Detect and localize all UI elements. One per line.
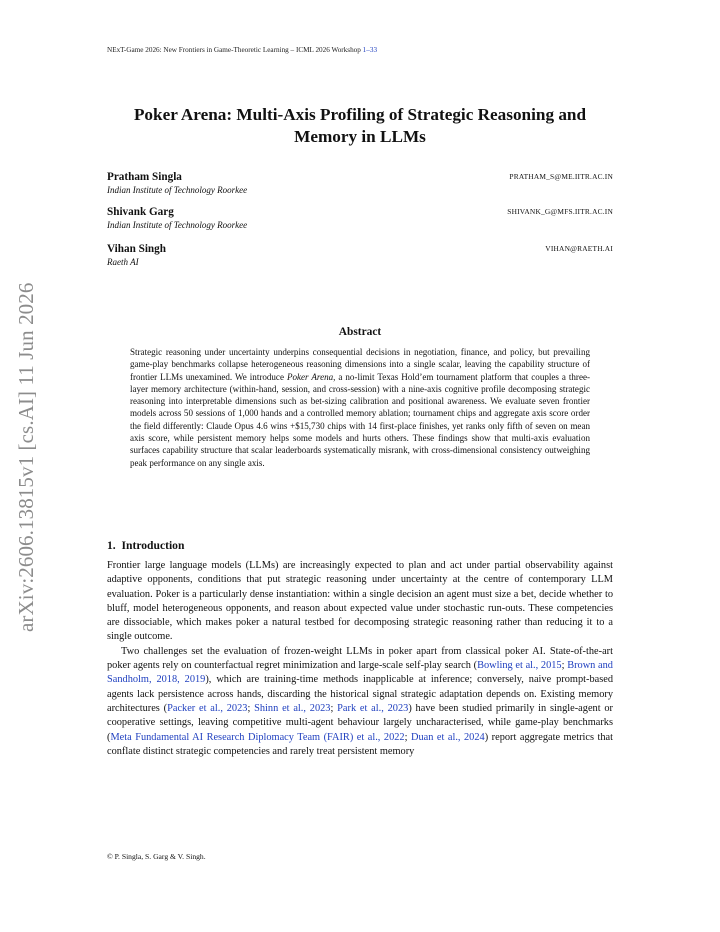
citation-link[interactable]: Bowling et al., 2015 <box>477 660 562 672</box>
abstract-text-part: Strategic reasoning under uncertainty underpins consequential decisions in negotiation, finance, and policy, but prevailing game-play benchmarks collapse heterogeneous reasoning dimensions into a single scalar, leaving the capability structure of frontier LLMs unexamined. We introduce <box>130 347 590 382</box>
abstract-heading: Abstract <box>338 326 382 338</box>
section-number: 1. <box>107 539 116 552</box>
venue-text: NExT-Game 2026: New Frontiers in Game-Theoretic Learning – ICML 2026 Workshop <box>107 46 363 54</box>
citation-link[interactable]: Duan et al., 2024 <box>410 731 485 743</box>
abstract-text-part: , a no-limit Texas Hold’em tournament platform that couples a three-layer memory architecture (within-hand, session, and cross-session) with a nine-axis cognitive profile decomposing strategic reasoning into interpretable dimensions such as bet-sizing calibration and positional awareness. We evaluate seven frontier models across 50 sessions of 1,000 hands and a controlled memory ablation; tournament chips and aggregate axis score order the field differently: Claude Opus 4.6 wins +$15,730 chips with 14 first-place finishes, yet ranks only fifth of seven on mean axis score, while persistent memory helps some models and hurts others. These findings show that multi-axis evaluation surfaces capability structure that scalar leaderboards systematically misrank, with cross-dimensional consistency outweighing peak performance on any single axis. <box>130 371 590 468</box>
paper-title: Poker Arena: Multi-Axis Profiling of Strategic Reasoning and Memory in LLMs <box>133 105 587 146</box>
author-affiliation: Raeth AI <box>107 257 139 267</box>
text-run: ) report aggregate metrics that conflate distinct strategic competencies and rarely treat persistent memory <box>107 731 614 757</box>
section-heading <box>107 539 184 552</box>
author-email[interactable]: VIHAN@RAETH.AI <box>545 244 613 253</box>
author-name: Shivank Garg <box>107 206 174 218</box>
author-email[interactable]: SHIVANK_G@MFS.IITR.AC.IN <box>507 207 613 216</box>
copyright-footer: © P. Singla, S. Garg & V. Singh. <box>107 852 206 861</box>
citation-link[interactable]: Shinn et al., 2023 <box>254 702 331 714</box>
text-run: ), which are training-time methods inapplicable at inference; conversely, naive prompt-based agents lack persistence across hands, discarding the historical signal strategic adaptation depends on. Existing memory architectures ( <box>107 674 613 714</box>
author-name: Vihan Singh <box>107 243 166 255</box>
arxiv-identifier: arXiv:2606.13815v1 [cs.AI] 11 Jun 2026 <box>14 282 38 632</box>
system-name: Poker Arena <box>286 371 334 382</box>
running-header <box>107 46 377 54</box>
text-run: Two challenges set the evaluation of frozen-weight LLMs in poker apart from classical poker AI. State-of-the-art poker agents rely on counterfactual regret minimization and large-scale self-play search ( <box>107 645 613 672</box>
citation-link[interactable]: Meta Fundamental AI Research Diplomacy Team (FAIR) et al., 2022 <box>110 731 405 743</box>
paragraph: Frontier large language models (LLMs) are increasingly expected to plan and act under partial observability against adaptive opponents, conditions that put strategic reasoning under uncertainty at the centre of contemporary LLM evaluation. Poker is a particularly dense instantiation: within a single decision an agent must size a bet, decide whether to bluff, model heterogeneous opponents, and reason about expected value under stochastic run-outs. These competencies are dissociable, which makes poker a natural testbed for decomposing strategic reasoning rather than reducing it to a single outcome. <box>107 560 613 643</box>
author-affiliation: Indian Institute of Technology Roorkee <box>107 185 248 195</box>
author-block <box>107 205 613 231</box>
text-run: ; <box>330 702 338 714</box>
author-block <box>107 242 613 268</box>
citation-link[interactable]: Brown and Sandholm, 2018, 2019 <box>107 660 613 686</box>
text-run: ; <box>561 660 568 672</box>
paragraph <box>107 645 613 759</box>
citation-link[interactable]: Park et al., 2023 <box>337 702 409 714</box>
page-range-link[interactable]: 1–33 <box>362 46 378 54</box>
abstract-text <box>130 346 590 469</box>
author-block <box>107 170 613 196</box>
text-run: ; <box>404 731 411 743</box>
author-name: Pratham Singla <box>107 171 182 183</box>
citation-link[interactable]: Packer et al., 2023 <box>167 702 248 714</box>
text-run: ; <box>247 702 255 714</box>
section-title: Introduction <box>121 539 185 552</box>
author-email[interactable]: PRATHAM_S@ME.IITR.AC.IN <box>509 172 613 181</box>
author-affiliation: Indian Institute of Technology Roorkee <box>107 220 248 230</box>
body-text <box>107 559 613 759</box>
text-run: ) have been studied primarily in single-agent or cooperative settings, leaving competitive multi-agent behaviour largely uncharacterised, while game-play benchmarks ( <box>107 702 613 743</box>
